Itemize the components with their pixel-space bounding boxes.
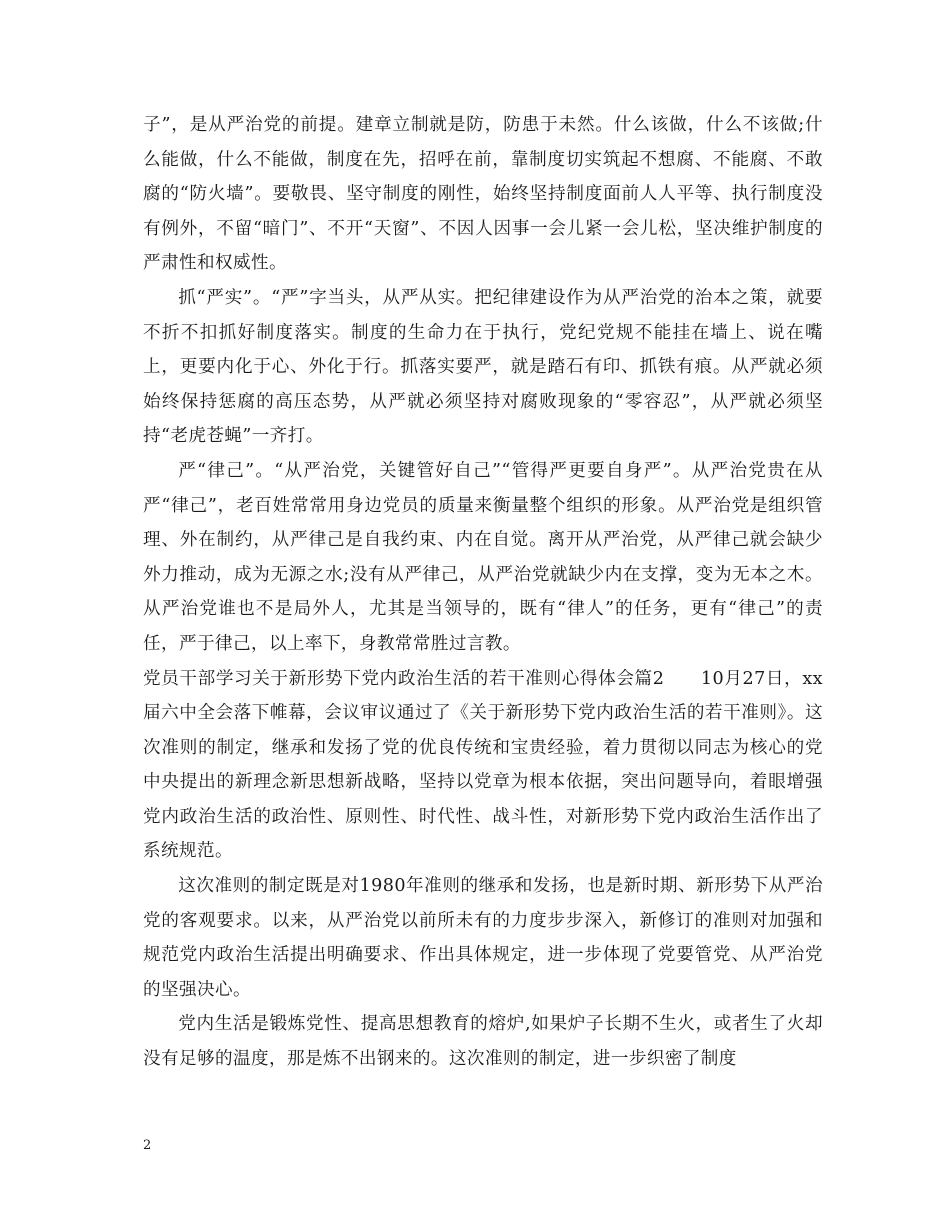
paragraph-3: 严“律己”。“从严治党，关键管好自己”“管得严更要自身严”。从严治党贵在从严“律己”，老百姓常常用身边党员的质量来衡量整个组织的形象。从严治党是组织管理、外在制约，从严律己是自我约束、内在自觉。离开从严治党，从严律己就会缺少外力推动，成为无源之水;没有从严律己，从严治党就缺少内在支撑，变为无本之木。从严治党谁也不是局外人，尤其是当领导的，既有“律人”的任务，更有“律己”的责任，严于律己，以上率下，身教常常胜过言教。 (143, 460, 823, 654)
page-number: 2 (143, 1138, 152, 1153)
paragraph-2: 抓“严实”。“严”字当头，从严从实。把纪律建设作为从严治党的治本之策，就要不折不扣抓好制度落实。制度的生命力在于执行，党纪党规不能挂在墙上、说在嘴上，更要内化于心、外化于行。抓落实要严，就是踏石有印、抓铁有痕。从严就必须始终保持惩腐的高压态势，从严就必须坚持对腐败现象的“零容忍”，从严就必须坚持“老虎苍蝇”一齐打。 (143, 287, 823, 447)
paragraph-6: 党内生活是锻炼党性、提高思想教育的熔炉,如果炉子长期不生火，或者生了火却没有足够的温度，那是炼不出钢来的。这次准则的制定，进一步织密了制度 (143, 1014, 823, 1070)
paragraph-1: 子”，是从严治党的前提。建章立制就是防，防患于未然。什么该做，什么不该做;什么能做，什么不能做，制度在先，招呼在前，靠制度切实筑起不想腐、不能腐、不敢腐的“防火墙”。要敬畏、坚守制度的刚性，始终坚持制度面前人人平等、执行制度没有例外，不留“暗门”、不开“天窗”、不因人因事一会儿紧一会儿松，坚决维护制度的严肃性和权威性。 (143, 115, 823, 274)
body-text (143, 108, 823, 1077)
paragraph-4: 党员干部学习关于新形势下党内政治生活的若干准则心得体会篇2 10月27日，xx届六中全会落下帷幕，会议审议通过了《关于新形势下党内政治生活的若干准则》。这次准则的制定，继承和发扬了党的优良传统和宝贵经验，着力贯彻以同志为核心的党中央提出的新理念新思想新战略，坚持以党章为根本依据，突出问题导向，着眼增强党内政治生活的政治性、原则性、时代性、战斗性，对新形势下党内政治生活作出了系统规范。 (143, 668, 823, 862)
paragraph-5: 这次准则的制定既是对1980年准则的继承和发扬，也是新时期、新形势下从严治党的客观要求。以来，从严治党以前所未有的力度步步深入，新修订的准则对加强和规范党内政治生活提出明确要求、作出具体规定，进一步体现了党要管党、从严治党的坚强决心。 (143, 876, 823, 1000)
